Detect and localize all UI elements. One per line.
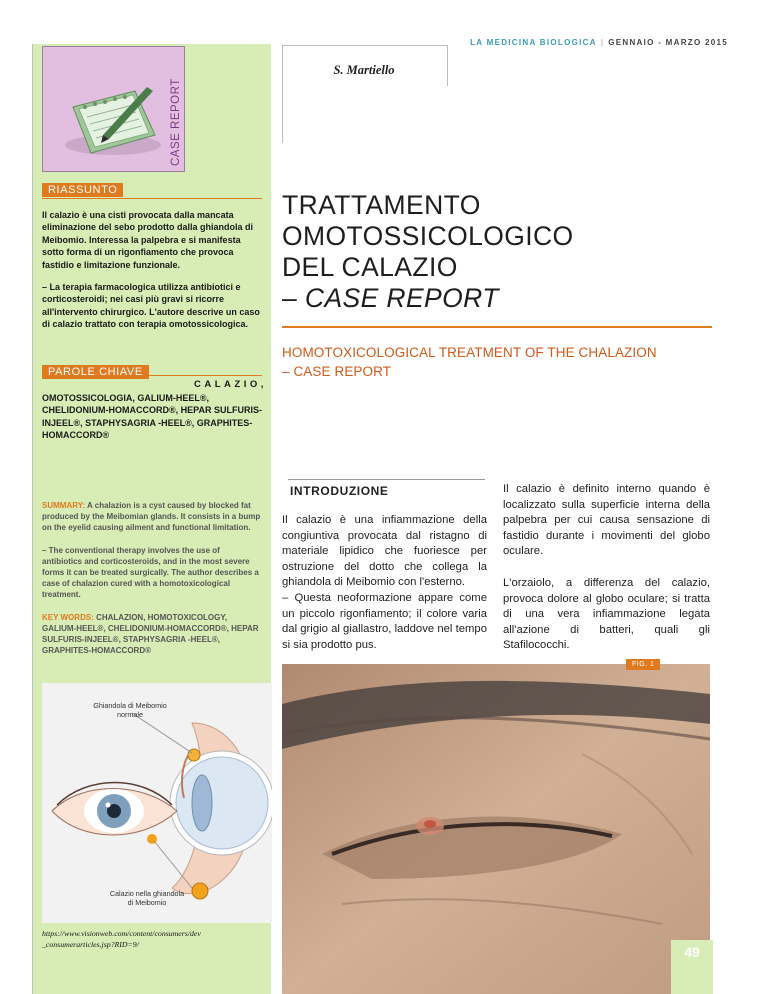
- riassunto-text: [42, 209, 260, 341]
- col2-p2: L'orzaiolo, a differenza del calazio, provoca dolore al globo oculare; si tratta di una vera infiammazione legata all'azione di batteri, quali gli Stafilococchi.: [503, 576, 710, 652]
- summary-p2: – The conventional therapy involves the use of antibiotics and corticosteroids, and in the most severe forms it can be treated surgically. The author describes a case of chalazion cured with a homotoxicological treatment.: [42, 546, 259, 599]
- parole-chiave-first: CALAZIO,: [194, 379, 267, 390]
- parole-chiave-list: OMOTOSSICOLOGIA, GALIUM-HEEL®, CHELIDONIUM-HOMACCORD®, HEPAR SULFURIS-INJEEL®, STAPHYSAGRIA -HEEL®, GRAPHITES-HOMACCORD®: [42, 393, 262, 441]
- col2-p1: Il calazio è definito interno quando è localizzato sulla superficie interna della palpebra per cui causa sensazione di fastidio durante i movimenti del globo oculare.: [503, 483, 710, 558]
- meibomian-illustration: [42, 683, 272, 923]
- frame-divider: [282, 85, 283, 143]
- summary-label: SUMMARY:: [42, 501, 86, 510]
- figure-1-photo: [282, 664, 710, 994]
- running-header: LA MEDICINA BIOLOGICA | GENNAIO - MARZO 2015: [470, 38, 728, 47]
- author-name: S. Martiello: [333, 63, 395, 77]
- intro-p1: Il calazio è una infiammazione della congiuntiva provocata dal ristagno di materiale lipidico che fuoriesce per ostruzione del dotto che collega la ghiandola di Meibomio con l'esterno.: [282, 514, 487, 589]
- journal-name: LA MEDICINA BIOLOGICA: [470, 38, 597, 47]
- keywords-label: KEY WORDS:: [42, 613, 94, 622]
- title-rule: [282, 326, 712, 328]
- case-report-badge: [42, 46, 185, 172]
- riassunto-p1: Il calazio è una cisti provocata dalla mancata eliminazione del sebo prodotto dalla ghiandola di Meibomio. Interessa la palpebra e si manifesta sotto forma di un rigonfiamento che provoca fastidio e limitazione funzionale.: [42, 210, 254, 270]
- article-title: TRATTAMENTO OMOTOSSICOLOGICO DEL CALAZIO – CASE REPORT: [282, 190, 574, 313]
- eyelid-photo-icon: [282, 664, 710, 994]
- illus-label-top: Ghiandola di Meibomio normale: [93, 701, 167, 719]
- parole-chiave-heading-row: [42, 362, 149, 380]
- notepad-pen-icon: [43, 47, 184, 171]
- eye-diagram-icon: [42, 683, 272, 923]
- badge-label: CASE REPORT: [170, 78, 182, 166]
- summary-p1: A chalazion is a cyst caused by blocked fat produced by the Meibomian glands. It consists in a bump on the eyelid causing ailment and functional limitation.: [42, 501, 261, 532]
- keywords-text: CHALAZION, HOMOTOXICOLOGY, GALIUM-HEEL®, CHELIDONIUM-HOMACCORD®, HEPAR SULFURIS-INJEEL®, STAPHYSAGRIA -HEEL®, GRAPHITES-HOMACCORD®: [42, 613, 259, 655]
- figure-tag: FIG. 1: [626, 659, 660, 670]
- riassunto-heading-row: [42, 180, 262, 199]
- illus-label-bottom: Calazio nella ghiandola di Meibomio: [109, 889, 185, 907]
- illustration-source: https://www.visionweb.com/content/consumers/dev _consumerarticles.jsp?RID=9/: [42, 929, 201, 949]
- riassunto-p2: – La terapia farmacologica utilizza antibiotici e corticosteroidi; nei casi più gravi si ricorre all'intervento chirurgico. L'autore descrive un caso di calazio trattato con terapia omotossicologica.: [42, 282, 260, 330]
- issue-date: GENNAIO - MARZO 2015: [608, 38, 728, 47]
- riassunto-heading: RIASSUNTO: [42, 183, 123, 197]
- english-summary: [42, 500, 262, 668]
- intro-p2: – Questa neoformazione appare come un piccolo rigonfiamento; il colore varia dal grigio al giallastro, laddove nel tempo si sia prodotto pus.: [282, 591, 487, 651]
- intro-heading: INTRODUZIONE: [290, 484, 389, 498]
- page-number: 49: [671, 940, 713, 994]
- body-column-1: [282, 513, 487, 653]
- article-subtitle: HOMOTOXICOLOGICAL TREATMENT OF THE CHALAZION – CASE REPORT: [282, 345, 657, 379]
- intro-rule: [288, 479, 485, 480]
- parole-chiave-heading: PAROLE CHIAVE: [42, 365, 149, 379]
